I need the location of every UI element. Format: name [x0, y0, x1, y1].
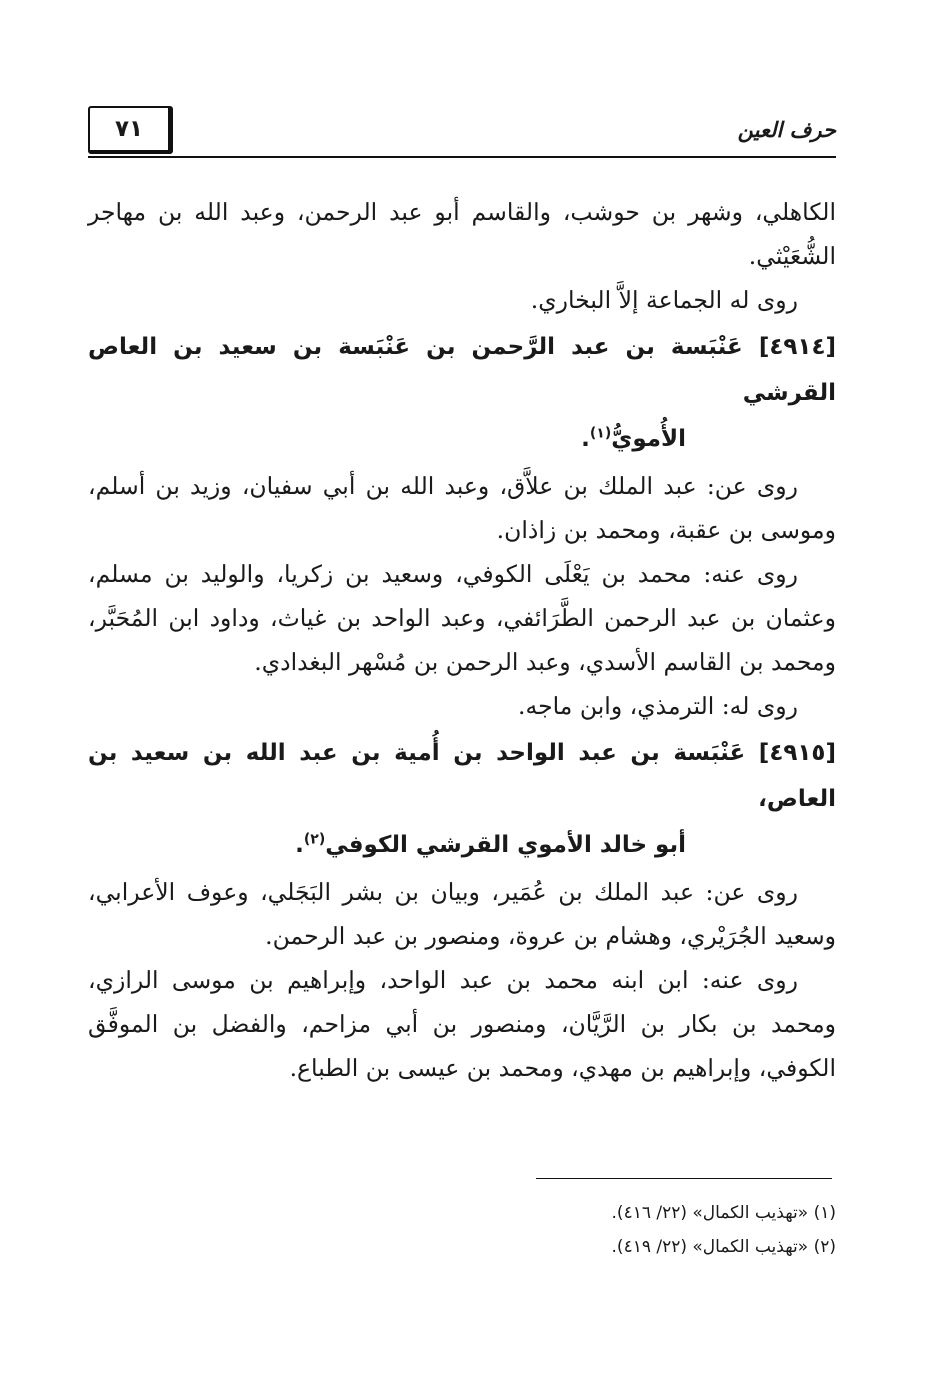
entry-name-continuation: [88, 822, 836, 868]
paragraph: الكاهلي، وشهر بن حوشب، والقاسم أبو عبد الرحمن، وعبد الله بن مهاجر الشُّعَيْثي.: [88, 198, 836, 270]
entry-name: عَنْبَسة بن عبد الواحد بن أُمية بن عبد الله بن سعيد بن العاص،: [88, 740, 836, 812]
entry-number: [٤٩١٥]: [758, 740, 836, 766]
section-title: حرف العين: [737, 118, 836, 142]
entry-end: .: [581, 426, 590, 452]
footnote-1: (١) «تهذيب الكمال» (٢٢/ ٤١٦).: [611, 1203, 836, 1223]
footnote-ref[interactable]: (١): [589, 425, 612, 442]
paragraph: روى عن: عبد الملك بن علاَّق، وعبد الله بن أبي سفيان، وزيد بن أسلم، وموسى بن عقبة، ومحمد بن زاذان.: [88, 472, 836, 544]
entry-name-continuation: [88, 416, 836, 462]
main-text: [88, 190, 836, 1090]
entry-heading-4914: [88, 324, 836, 462]
entry-name-line2: أبو خالد الأموي القرشي الكوفي: [325, 832, 686, 858]
entry-name: عَنْبَسة بن عبد الرَّحمن بن عَنْبَسة بن سعيد بن العاص القرشي: [88, 334, 836, 406]
entry-heading-4915: [88, 730, 836, 868]
paragraph: روى له الجماعة إلاَّ البخاري.: [530, 286, 798, 314]
footnote-rule: [536, 1178, 832, 1179]
page-number: ٧١: [88, 106, 173, 154]
footnote-2: (٢) «تهذيب الكمال» (٢٢/ ٤١٩).: [611, 1237, 836, 1257]
running-header: [88, 106, 836, 158]
paragraph: روى عنه: ابن ابنه محمد بن عبد الواحد، وإبراهيم بن موسى الرازي، ومحمد بن بكار بن الرَّيَّان، ومنصور بن أبي مزاحم، والفضل بن الموفَّق الكوفي، وإبراهيم بن مهدي، ومحمد بن عيسى بن الطباع.: [88, 966, 836, 1082]
header-rule: [88, 156, 836, 158]
entry-name-line2: الأُمويُّ: [611, 426, 686, 452]
paragraph: روى عن: عبد الملك بن عُمَير، وبيان بن بشر البَجَلي، وعوف الأعرابي، وسعيد الجُرَيْري، وهشام بن عروة، ومنصور بن عبد الرحمن.: [88, 878, 836, 950]
paragraph: روى عنه: محمد بن يَعْلَى الكوفي، وسعيد بن زكريا، والوليد بن مسلم، وعثمان بن عبد الرحمن الطَّرَائفي، وعبد الواحد بن غياث، وداود ابن المُحَبَّر، ومحمد بن القاسم الأسدي، وعبد الرحمن بن مُسْهر البغدادي.: [88, 560, 836, 676]
footnotes: [88, 1196, 836, 1264]
footnote-ref[interactable]: (٢): [303, 831, 326, 848]
entry-end: .: [295, 832, 304, 858]
paragraph: روى له: الترمذي، وابن ماجه.: [518, 692, 798, 720]
entry-number: [٤٩١٤]: [758, 334, 836, 360]
